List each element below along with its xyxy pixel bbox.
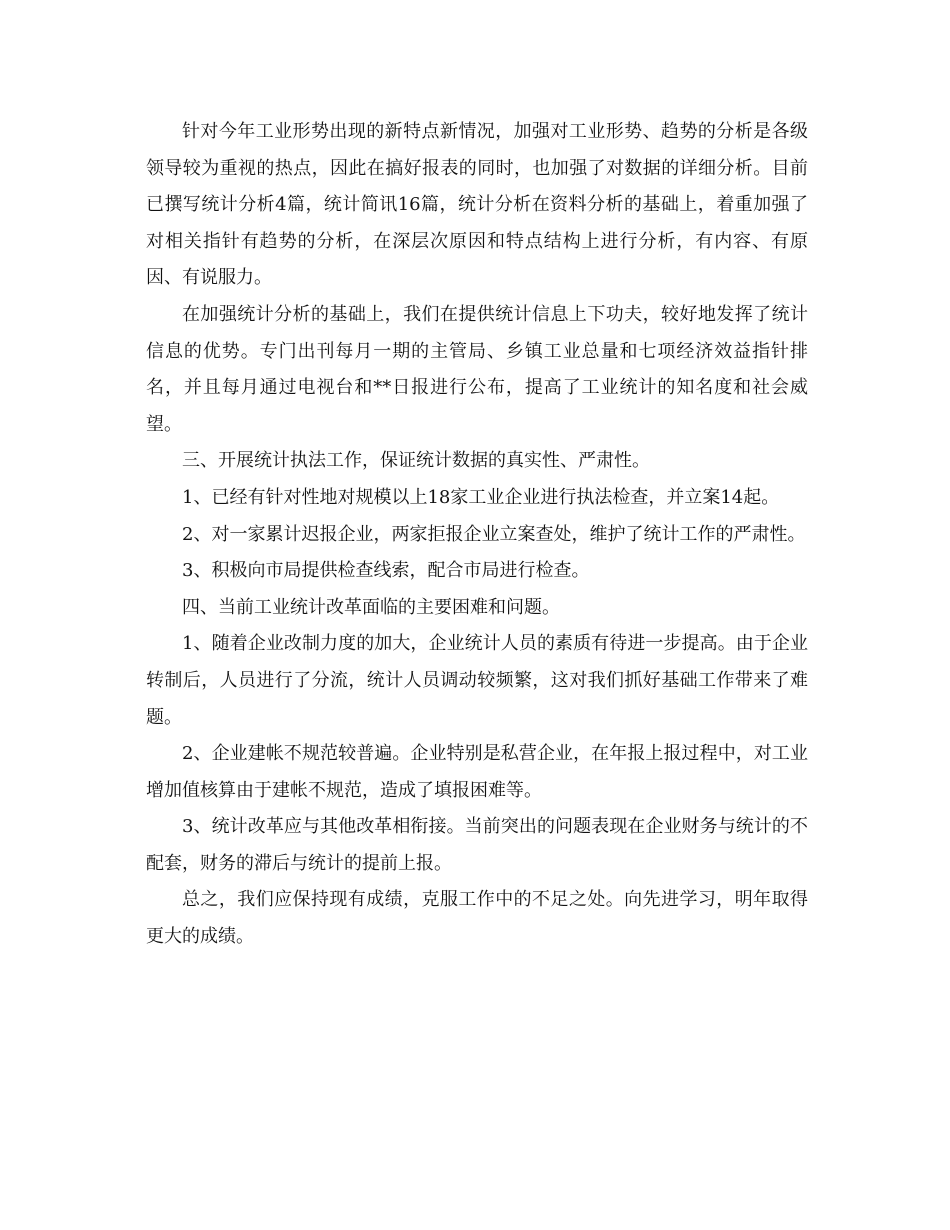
list-item-difficulty-3: 3、统计改革应与其他改革相衔接。当前突出的问题表现在企业财务与统计的不配套，财务的滞后与统计的提前上报。 — [146, 816, 808, 874]
list-item-enforcement-3: 3、积极向市局提供检查线索，配合市局进行检查。 — [182, 560, 590, 582]
list-item-enforcement-2: 2、对一家累计迟报企业，两家拒报企业立案查处，维护了统计工作的严肃性。 — [182, 523, 806, 545]
heading-law-enforcement: 三、开展统计执法工作，保证统计数据的真实性、严肃性。 — [182, 450, 650, 472]
document-body — [146, 114, 808, 956]
paragraph-conclusion: 总之，我们应保持现有成绩，克服工作中的不足之处。向先进学习，明年取得更大的成绩。 — [146, 889, 808, 948]
list-item-difficulty-2: 2、企业建帐不规范较普遍。企业特别是私营企业，在年报上报过程中，对工业增加值核算由于建帐不规范，造成了填报困难等。 — [146, 743, 808, 801]
paragraph-information: 在加强统计分析的基础上，我们在提供统计信息上下功夫，较好地发挥了统计信息的优势。专门出刊每月一期的主管局、乡镇工业总量和七项经济效益指针排名，并且每月通过电视台和**日报进行公布，提高了工业统计的知名度和社会威望。 — [146, 303, 808, 435]
paragraph-analysis: 针对今年工业形势出现的新特点新情况，加强对工业形势、趋势的分析是各级领导较为重视的热点，因此在搞好报表的同时，也加强了对数据的详细分析。目前已撰写统计分析4篇，统计简讯16篇，统计分析在资料分析的基础上，着重加强了对相关指针有趋势的分析，在深层次原因和特点结构上进行分析，有内容、有原因、有说服力。 — [146, 121, 808, 289]
heading-difficulties: 四、当前工业统计改革面临的主要困难和问题。 — [182, 596, 560, 618]
list-item-difficulty-1: 1、随着企业改制力度的加大，企业统计人员的素质有待进一步提高。由于企业转制后，人员进行了分流，统计人员调动较频繁，这对我们抓好基础工作带来了难题。 — [146, 633, 808, 728]
list-item-enforcement-1: 1、已经有针对性地对规模以上18家工业企业进行执法检查，并立案14起。 — [182, 486, 780, 508]
